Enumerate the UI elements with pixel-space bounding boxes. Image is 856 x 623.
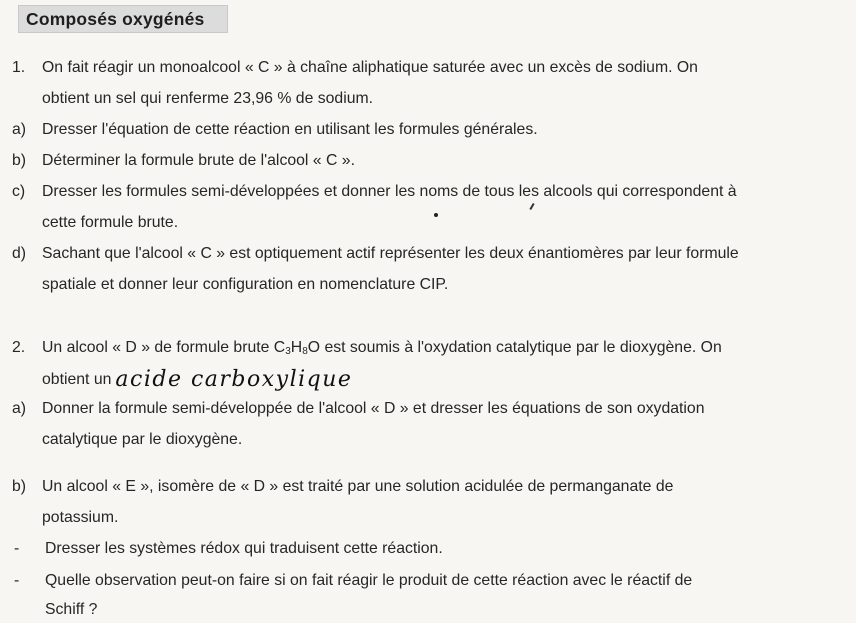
q1b-text: Déterminer la formule brute de l'alcool « C ». — [42, 152, 355, 169]
q1a-text: Dresser l'équation de cette réaction en utilisant les formules générales. — [42, 121, 538, 138]
q2a-label: a) — [12, 400, 27, 417]
q1d-line2: spatiale et donner leur configuration en nomenclature CIP. — [42, 276, 449, 293]
bullet1-mark: - — [14, 540, 20, 557]
q1c-line2: cette formule brute. — [42, 214, 179, 231]
q2a-line2: catalytique par le dioxygène. — [42, 431, 243, 448]
q2-line1-post: O est soumis à l'oxydation catalytique par le dioxygène. On — [307, 339, 722, 356]
q2b-line1: Un alcool « E », isomère de « D » est traité par une solution acidulée de permanganate de — [42, 478, 674, 495]
q1c-label: c) — [12, 183, 26, 200]
q1a-label: a) — [12, 121, 27, 138]
q2-line2-text: obtient un — [42, 371, 112, 388]
section-title: Composés oxygénés — [26, 9, 205, 29]
q2b-line2: potassium. — [42, 509, 119, 526]
bullet2-line2: Schiff ? — [45, 601, 98, 618]
q1-line1: On fait réagir un monoalcool « C » à chaîne aliphatique saturée avec un excès de sodium. On — [42, 59, 698, 76]
q2-line2 — [42, 368, 352, 390]
q1b-label: b) — [12, 152, 27, 169]
formula-h-subscript: 8 — [302, 346, 308, 357]
handwritten-answer: acide carboxylique — [115, 367, 353, 392]
q2b-label: b) — [12, 478, 27, 495]
bullet2-line1: Quelle observation peut-on faire si on fait réagir le produit de cette réaction avec le réactif de — [45, 572, 693, 589]
q1c-line1: Dresser les formules semi-développées et donner les noms de tous les alcools qui correspondent à — [42, 183, 737, 200]
q1-line2: obtient un sel qui renferme 23,96 % de sodium. — [42, 90, 374, 107]
bullet1-text: Dresser les systèmes rédox qui traduisent cette réaction. — [45, 540, 443, 557]
q2a-line1: Donner la formule semi-développée de l'alcool « D » et dresser les équations de son oxydation — [42, 400, 705, 417]
q1d-line1: Sachant que l'alcool « C » est optiquement actif représenter les deux énantiomères par leur formule — [42, 245, 739, 262]
q1d-label: d) — [12, 245, 27, 262]
scan-dot-mark — [434, 213, 438, 217]
q2-line1-pre: Un alcool « D » de formule brute C — [42, 339, 286, 356]
q2-number: 2. — [12, 339, 26, 356]
q2-line1 — [42, 338, 722, 362]
formula-h-letter: H — [290, 339, 303, 356]
formula-c-subscript: 3 — [285, 346, 291, 357]
bullet2-mark: - — [14, 572, 20, 589]
scan-tick-mark — [529, 203, 534, 210]
q1-number: 1. — [12, 59, 26, 76]
